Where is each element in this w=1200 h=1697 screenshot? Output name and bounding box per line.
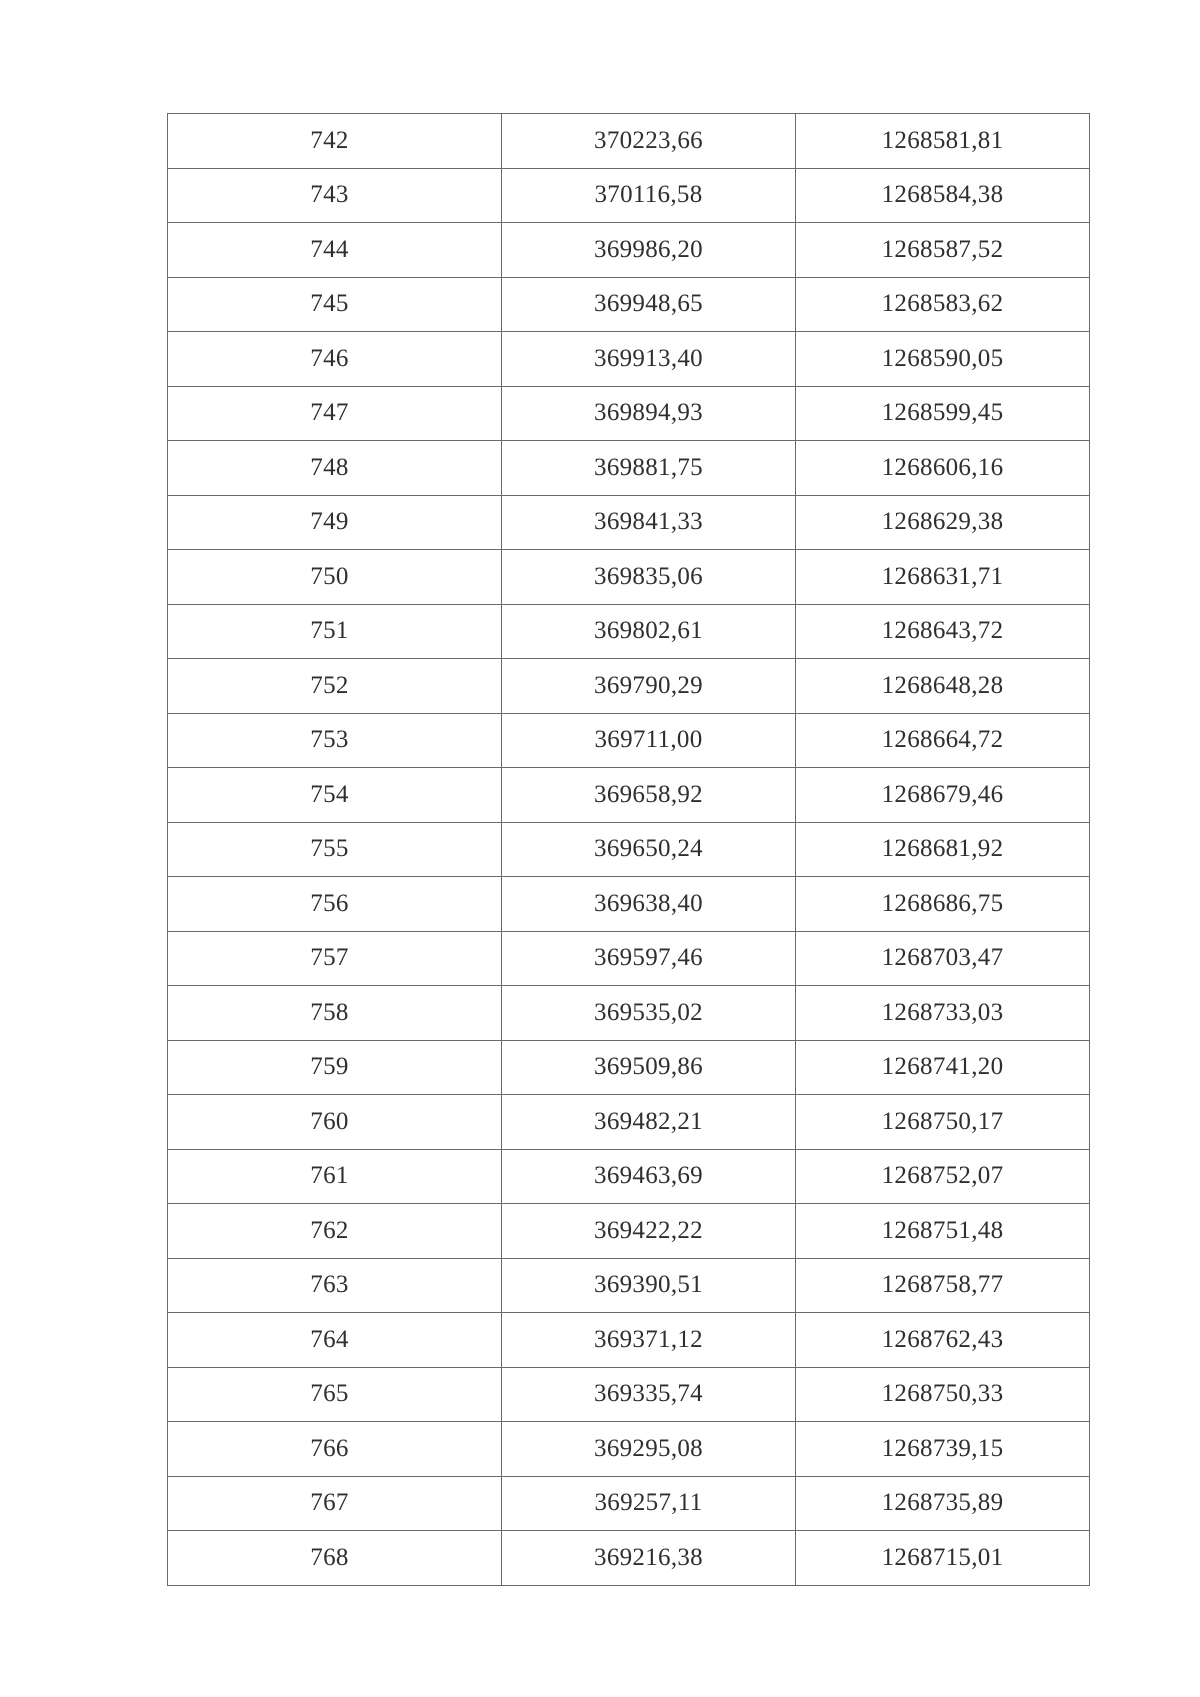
y-coordinate-cell: 1268581,81 — [796, 114, 1090, 169]
x-coordinate-cell: 369422,22 — [502, 1204, 796, 1259]
x-coordinate-cell: 369335,74 — [502, 1367, 796, 1422]
x-coordinate-cell: 369638,40 — [502, 877, 796, 932]
x-coordinate-cell: 369463,69 — [502, 1149, 796, 1204]
point-number-cell: 763 — [168, 1258, 502, 1313]
point-number-cell: 742 — [168, 114, 502, 169]
y-coordinate-cell: 1268739,15 — [796, 1422, 1090, 1477]
y-coordinate-cell: 1268648,28 — [796, 659, 1090, 714]
x-coordinate-cell: 369841,33 — [502, 495, 796, 550]
point-number-cell: 758 — [168, 986, 502, 1041]
table-row — [168, 386, 1090, 441]
coordinates-table-body — [168, 114, 1090, 1586]
table-row — [168, 877, 1090, 932]
table-row — [168, 1040, 1090, 1095]
point-number-cell: 747 — [168, 386, 502, 441]
table-row — [168, 495, 1090, 550]
y-coordinate-cell: 1268750,17 — [796, 1095, 1090, 1150]
table-row — [168, 168, 1090, 223]
x-coordinate-cell: 369658,92 — [502, 768, 796, 823]
y-coordinate-cell: 1268606,16 — [796, 441, 1090, 496]
table-row — [168, 1367, 1090, 1422]
x-coordinate-cell: 369913,40 — [502, 332, 796, 387]
table-row — [168, 1476, 1090, 1531]
x-coordinate-cell: 369371,12 — [502, 1313, 796, 1368]
y-coordinate-cell: 1268584,38 — [796, 168, 1090, 223]
x-coordinate-cell: 369790,29 — [502, 659, 796, 714]
x-coordinate-cell: 369535,02 — [502, 986, 796, 1041]
x-coordinate-cell: 369802,61 — [502, 604, 796, 659]
y-coordinate-cell: 1268686,75 — [796, 877, 1090, 932]
y-coordinate-cell: 1268735,89 — [796, 1476, 1090, 1531]
y-coordinate-cell: 1268681,92 — [796, 822, 1090, 877]
x-coordinate-cell: 369986,20 — [502, 223, 796, 278]
point-number-cell: 745 — [168, 277, 502, 332]
y-coordinate-cell: 1268741,20 — [796, 1040, 1090, 1095]
point-number-cell: 764 — [168, 1313, 502, 1368]
y-coordinate-cell: 1268590,05 — [796, 332, 1090, 387]
x-coordinate-cell: 369597,46 — [502, 931, 796, 986]
point-number-cell: 762 — [168, 1204, 502, 1259]
point-number-cell: 760 — [168, 1095, 502, 1150]
point-number-cell: 765 — [168, 1367, 502, 1422]
y-coordinate-cell: 1268758,77 — [796, 1258, 1090, 1313]
y-coordinate-cell: 1268762,43 — [796, 1313, 1090, 1368]
y-coordinate-cell: 1268631,71 — [796, 550, 1090, 605]
table-row — [168, 1422, 1090, 1477]
table-row — [168, 1204, 1090, 1259]
table-row — [168, 332, 1090, 387]
y-coordinate-cell: 1268643,72 — [796, 604, 1090, 659]
point-number-cell: 759 — [168, 1040, 502, 1095]
coordinates-table — [167, 113, 1090, 1586]
table-row — [168, 441, 1090, 496]
table-row — [168, 223, 1090, 278]
y-coordinate-cell: 1268587,52 — [796, 223, 1090, 278]
y-coordinate-cell: 1268733,03 — [796, 986, 1090, 1041]
x-coordinate-cell: 369295,08 — [502, 1422, 796, 1477]
point-number-cell: 768 — [168, 1531, 502, 1586]
point-number-cell: 743 — [168, 168, 502, 223]
x-coordinate-cell: 369257,11 — [502, 1476, 796, 1531]
y-coordinate-cell: 1268715,01 — [796, 1531, 1090, 1586]
x-coordinate-cell: 369881,75 — [502, 441, 796, 496]
table-row — [168, 1313, 1090, 1368]
x-coordinate-cell: 369835,06 — [502, 550, 796, 605]
table-row — [168, 1149, 1090, 1204]
y-coordinate-cell: 1268599,45 — [796, 386, 1090, 441]
x-coordinate-cell: 369650,24 — [502, 822, 796, 877]
point-number-cell: 757 — [168, 931, 502, 986]
x-coordinate-cell: 370116,58 — [502, 168, 796, 223]
table-row — [168, 659, 1090, 714]
point-number-cell: 751 — [168, 604, 502, 659]
table-row — [168, 1258, 1090, 1313]
y-coordinate-cell: 1268664,72 — [796, 713, 1090, 768]
y-coordinate-cell: 1268583,62 — [796, 277, 1090, 332]
table-row — [168, 1531, 1090, 1586]
point-number-cell: 756 — [168, 877, 502, 932]
point-number-cell: 750 — [168, 550, 502, 605]
point-number-cell: 767 — [168, 1476, 502, 1531]
table-row — [168, 114, 1090, 169]
y-coordinate-cell: 1268703,47 — [796, 931, 1090, 986]
point-number-cell: 754 — [168, 768, 502, 823]
x-coordinate-cell: 369390,51 — [502, 1258, 796, 1313]
x-coordinate-cell: 369509,86 — [502, 1040, 796, 1095]
y-coordinate-cell: 1268679,46 — [796, 768, 1090, 823]
y-coordinate-cell: 1268629,38 — [796, 495, 1090, 550]
point-number-cell: 766 — [168, 1422, 502, 1477]
point-number-cell: 748 — [168, 441, 502, 496]
point-number-cell: 761 — [168, 1149, 502, 1204]
table-row — [168, 550, 1090, 605]
point-number-cell: 744 — [168, 223, 502, 278]
table-row — [168, 604, 1090, 659]
table-row — [168, 931, 1090, 986]
x-coordinate-cell: 369482,21 — [502, 1095, 796, 1150]
table-row — [168, 277, 1090, 332]
point-number-cell: 746 — [168, 332, 502, 387]
x-coordinate-cell: 369948,65 — [502, 277, 796, 332]
x-coordinate-cell: 370223,66 — [502, 114, 796, 169]
point-number-cell: 755 — [168, 822, 502, 877]
point-number-cell: 749 — [168, 495, 502, 550]
y-coordinate-cell: 1268752,07 — [796, 1149, 1090, 1204]
x-coordinate-cell: 369216,38 — [502, 1531, 796, 1586]
point-number-cell: 753 — [168, 713, 502, 768]
x-coordinate-cell: 369711,00 — [502, 713, 796, 768]
x-coordinate-cell: 369894,93 — [502, 386, 796, 441]
y-coordinate-cell: 1268751,48 — [796, 1204, 1090, 1259]
table-row — [168, 986, 1090, 1041]
point-number-cell: 752 — [168, 659, 502, 714]
table-row — [168, 822, 1090, 877]
table-row — [168, 768, 1090, 823]
table-row — [168, 713, 1090, 768]
table-row — [168, 1095, 1090, 1150]
y-coordinate-cell: 1268750,33 — [796, 1367, 1090, 1422]
